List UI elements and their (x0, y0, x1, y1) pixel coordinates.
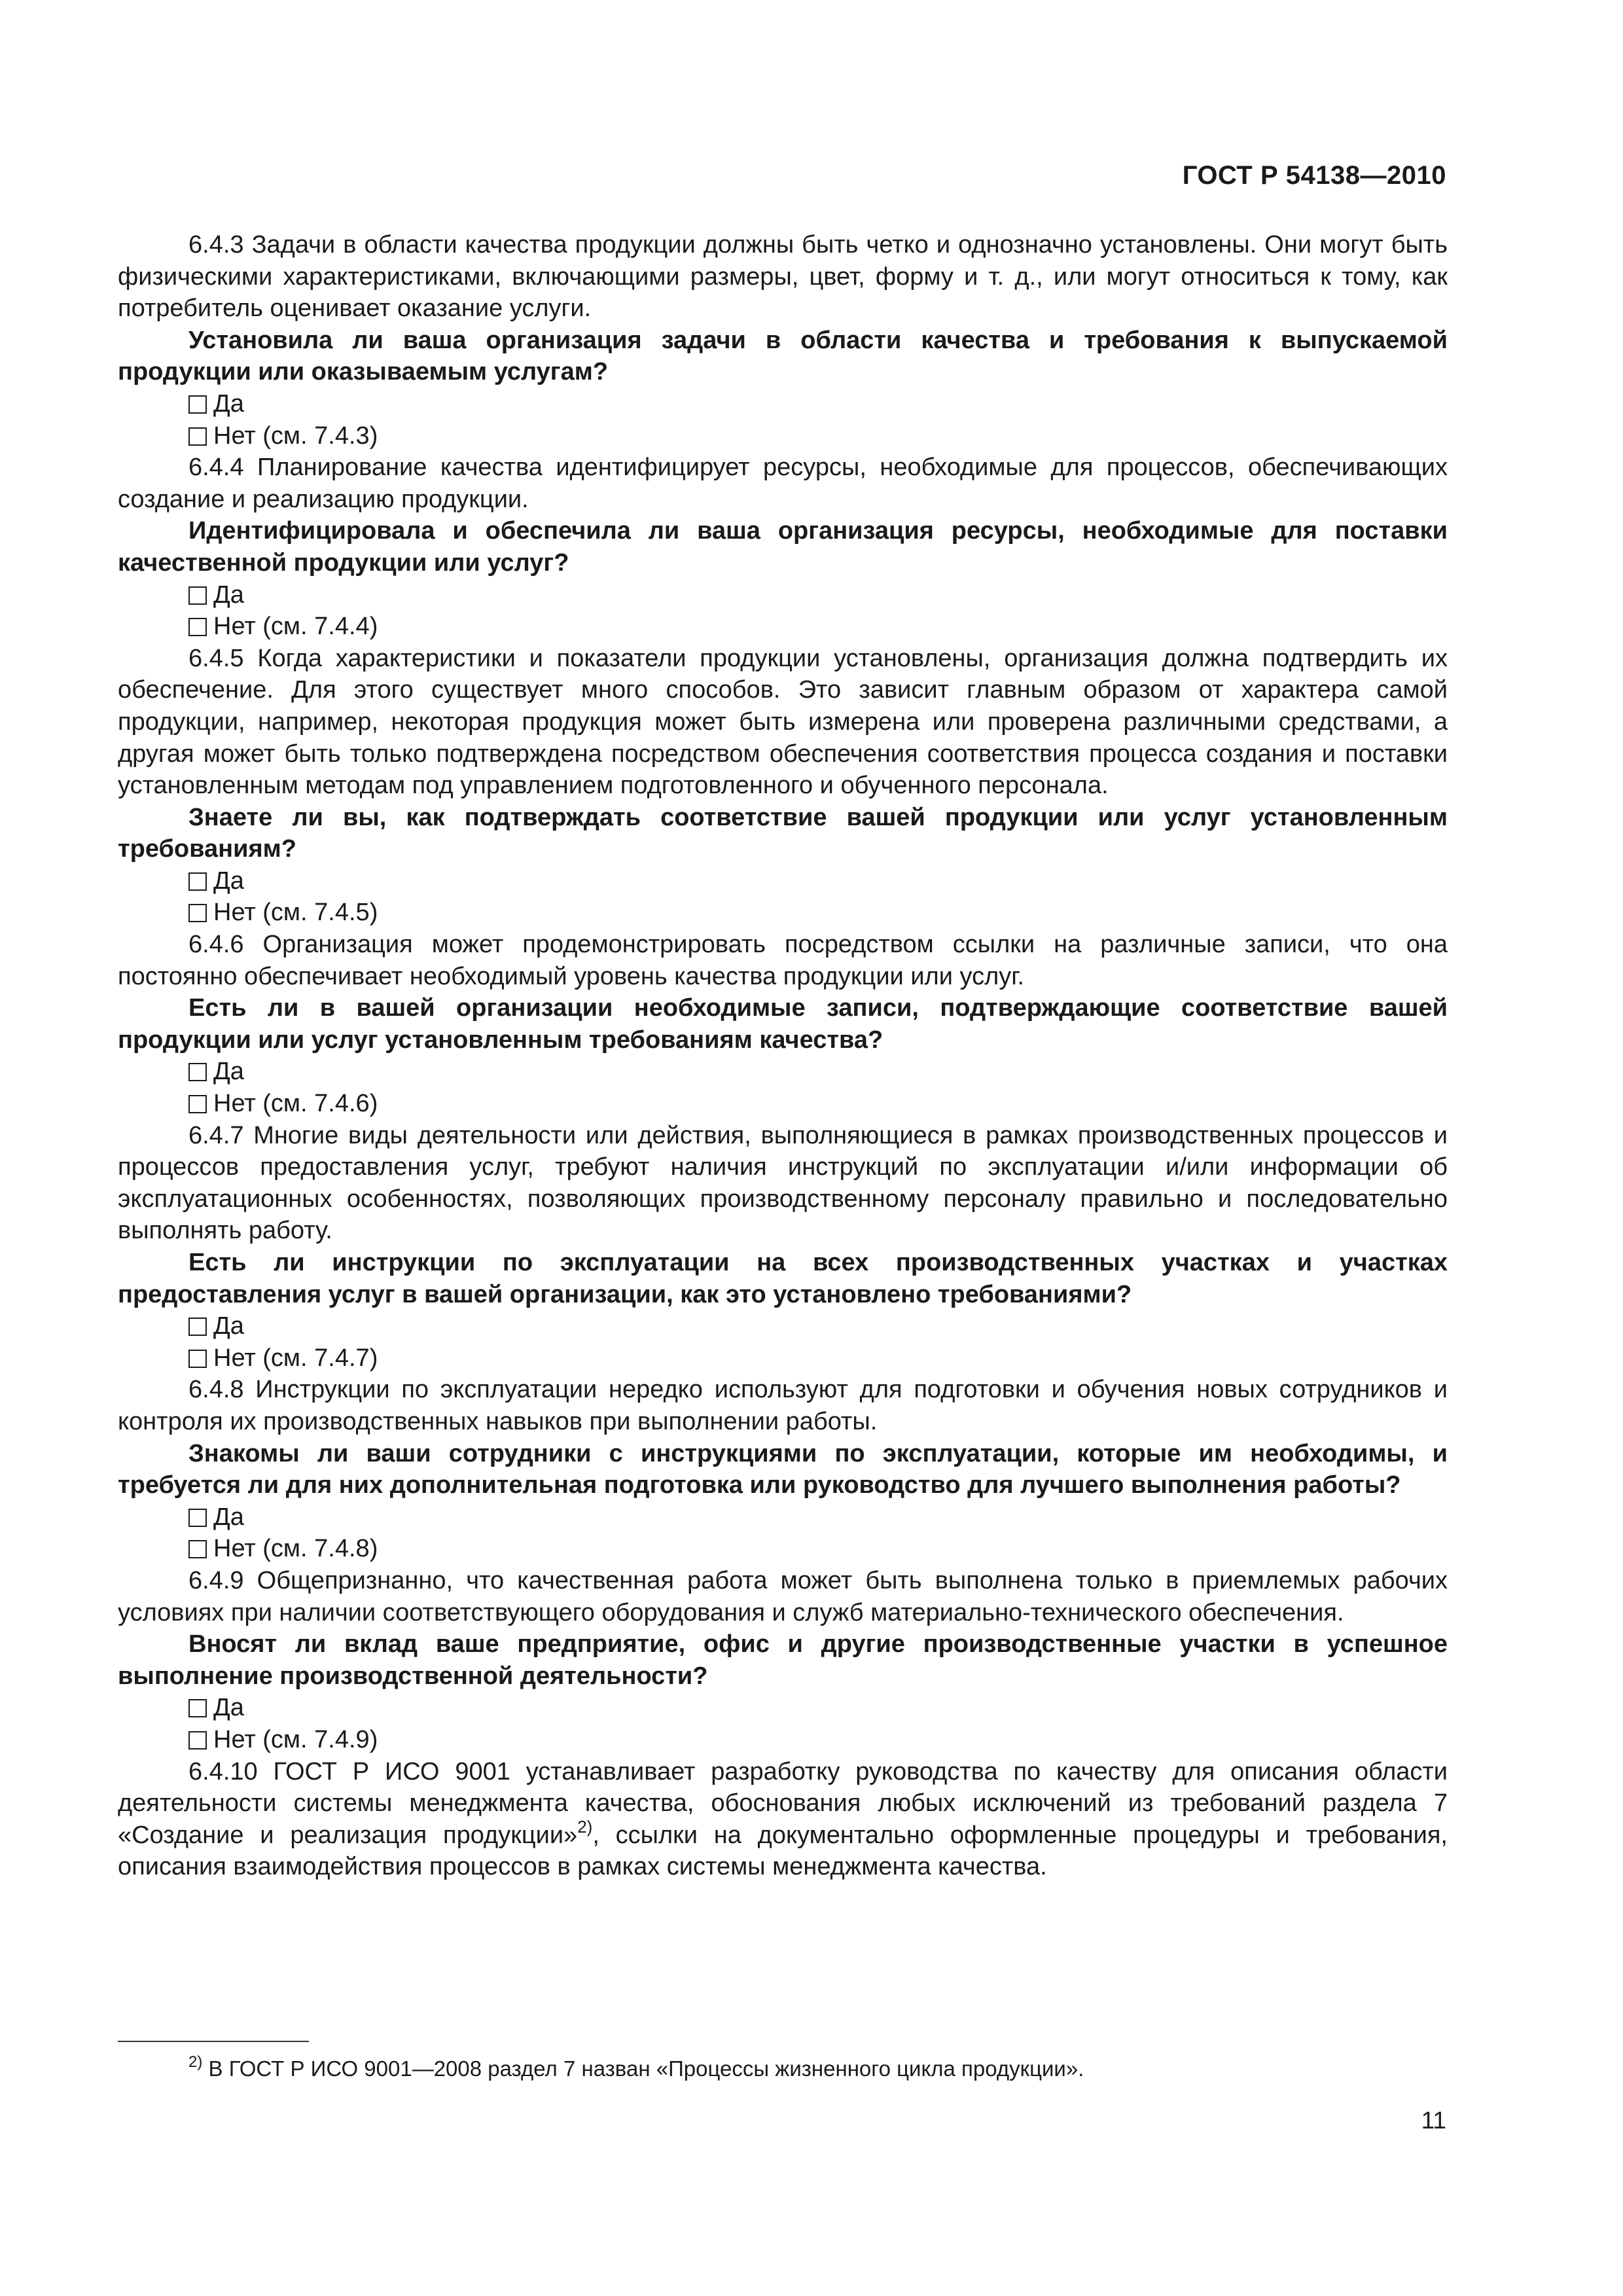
paragraph-6-4-3: 6.4.3 Задачи в области качества продукции должны быть четко и однозначно установлены. Они могут быть физическими характеристиками, включающими размеры, цвет, форму и т. д., или могут относиться к тому, как потребитель оценивает оказание услуги. (118, 231, 1448, 323)
checkbox-icon[interactable] (188, 1731, 207, 1749)
option-label: Нет (см. 7.4.6) (213, 1090, 378, 1118)
option-label: Да (213, 581, 244, 609)
option-label: Да (213, 867, 244, 895)
option-no-6-4-6[interactable] (118, 1088, 1448, 1120)
checkbox-icon[interactable] (188, 872, 207, 891)
option-label: Да (213, 1503, 244, 1531)
paragraph-6-4-5: 6.4.5 Когда характеристики и показатели продукции установлены, организация должна подтвердить их обеспечение. Для этого существует много способов. Это зависит главным образом от характера самой продукции, например, некоторая продукция может быть измерена или проверена различными средствами, а другая может быть только подтверждена посредством обеспечения соответствия процесса создания и поставки установленным методам под управлением подготовленного и обученного персонала. (118, 644, 1448, 800)
checkbox-icon[interactable] (188, 586, 207, 605)
checkbox-icon[interactable] (188, 1350, 207, 1368)
question-6-4-3: Установила ли ваша организация задачи в области качества и требования к выпускаемой продукции или оказываемым услугам? (118, 326, 1448, 386)
paragraph-6-4-6: 6.4.6 Организация может продемонстрировать посредством ссылки на различные записи, что она постоянно обеспечивает необходимый уровень качества продукции или услуг. (118, 931, 1448, 990)
checkbox-icon[interactable] (188, 1095, 207, 1113)
checkbox-icon[interactable] (188, 1509, 207, 1527)
footnote-separator (118, 2041, 309, 2042)
document-body (118, 229, 1448, 1883)
checkbox-icon[interactable] (188, 1699, 207, 1717)
checkbox-icon[interactable] (188, 395, 207, 414)
paragraph-6-4-8: 6.4.8 Инструкции по эксплуатации нередко используют для подготовки и обучения новых сотрудников и контроля их производственных навыков при выполнении работы. (118, 1376, 1448, 1435)
option-no-6-4-3[interactable] (118, 420, 1448, 452)
question-6-4-8: Знакомы ли ваши сотрудники с инструкциями по эксплуатации, которые им необходимы, и требуется ли для них дополнительная подготовка или руководство для лучшего выполнения работы? (118, 1439, 1448, 1499)
checkbox-icon[interactable] (188, 904, 207, 922)
checkbox-icon[interactable] (188, 427, 207, 446)
paragraph-6-4-10-text-a: 6.4.10 ГОСТ Р ИСО 9001 устанавливает разработку руководства по качеству для описания области деятельности системы менеджмента качества, обоснования любых исключений из требований раздела 7 «Создание и реализация продукции» (118, 1757, 1448, 1849)
page-number: 11 (1421, 2107, 1446, 2134)
option-label: Нет (см. 7.4.8) (213, 1535, 378, 1563)
option-yes-6-4-3[interactable] (118, 388, 1448, 420)
footnote-reference[interactable]: 2) (577, 1816, 593, 1837)
option-no-6-4-4[interactable] (118, 611, 1448, 643)
checkbox-icon[interactable] (188, 1318, 207, 1336)
question-6-4-5: Знаете ли вы, как подтверждать соответствие вашей продукции или услуг установленным требованиям? (118, 803, 1448, 863)
option-label: Нет (см. 7.4.5) (213, 899, 378, 927)
paragraph-6-4-9: 6.4.9 Общепризнанно, что качественная работа может быть выполнена только в приемлемых рабочих условиях при наличии соответствующего оборудования и служб материально-технического обеспечения. (118, 1566, 1448, 1626)
footnote-marker: 2) (188, 2053, 203, 2071)
option-yes-6-4-8[interactable] (118, 1501, 1448, 1534)
option-yes-6-4-4[interactable] (118, 579, 1448, 611)
paragraph-6-4-4: 6.4.4 Планирование качества идентифицирует ресурсы, необходимые для процессов, обеспечивающих создание и реализацию продукции. (118, 454, 1448, 513)
checkbox-icon[interactable] (188, 1063, 207, 1081)
option-yes-6-4-6[interactable] (118, 1056, 1448, 1088)
paragraph-6-4-7: 6.4.7 Многие виды деятельности или действия, выполняющиеся в рамках производственных процессов и процессов предоставления услуг, требуют наличия инструкций по эксплуатации и/или информации об эксплуатационных особенностях, позволяющих производственному персоналу правильно и последовательно выполнять работу. (118, 1121, 1448, 1245)
paragraph-6-4-10-text-b: , ссылки на документально оформленные процедуры и требования, описания взаимодействия процессов в рамках системы менеджмента качества. (118, 1821, 1448, 1881)
footnote-text: В ГОСТ Р ИСО 9001—2008 раздел 7 назван «Процессы жизненного цикла продукции». (202, 2056, 1084, 2081)
checkbox-icon[interactable] (188, 1540, 207, 1558)
option-label: Да (213, 1694, 244, 1722)
option-no-6-4-5[interactable] (118, 897, 1448, 929)
option-yes-6-4-5[interactable] (118, 865, 1448, 897)
option-label: Да (213, 389, 244, 418)
checkbox-icon[interactable] (188, 618, 207, 636)
footnote (188, 2055, 1084, 2083)
option-yes-6-4-7[interactable] (118, 1310, 1448, 1342)
option-label: Да (213, 1058, 244, 1086)
option-no-6-4-8[interactable] (118, 1533, 1448, 1565)
question-6-4-7: Есть ли инструкции по эксплуатации на всех производственных участках и участках предоставления услуг в вашей организации, как это установлено требованиями? (118, 1249, 1448, 1308)
option-yes-6-4-9[interactable] (118, 1692, 1448, 1724)
question-6-4-9: Вносят ли вклад ваше предприятие, офис и другие производственные участки в успешное выполнение производственной деятельности? (118, 1630, 1448, 1690)
option-label: Нет (см. 7.4.3) (213, 422, 378, 450)
option-label: Да (213, 1312, 244, 1340)
option-no-6-4-7[interactable] (118, 1342, 1448, 1374)
option-label: Нет (см. 7.4.4) (213, 613, 378, 641)
option-label: Нет (см. 7.4.9) (213, 1725, 378, 1753)
option-label: Нет (см. 7.4.7) (213, 1344, 378, 1372)
question-6-4-4: Идентифицировала и обеспечила ли ваша организация ресурсы, необходимые для поставки качественной продукции или услуг? (118, 517, 1448, 577)
option-no-6-4-9[interactable] (118, 1724, 1448, 1756)
document-header: ГОСТ Р 54138—2010 (1182, 161, 1446, 190)
paragraph-6-4-10 (118, 1756, 1448, 1883)
question-6-4-6: Есть ли в вашей организации необходимые записи, подтверждающие соответствие вашей продукции или услуг установленным требованиям качества? (118, 994, 1448, 1054)
